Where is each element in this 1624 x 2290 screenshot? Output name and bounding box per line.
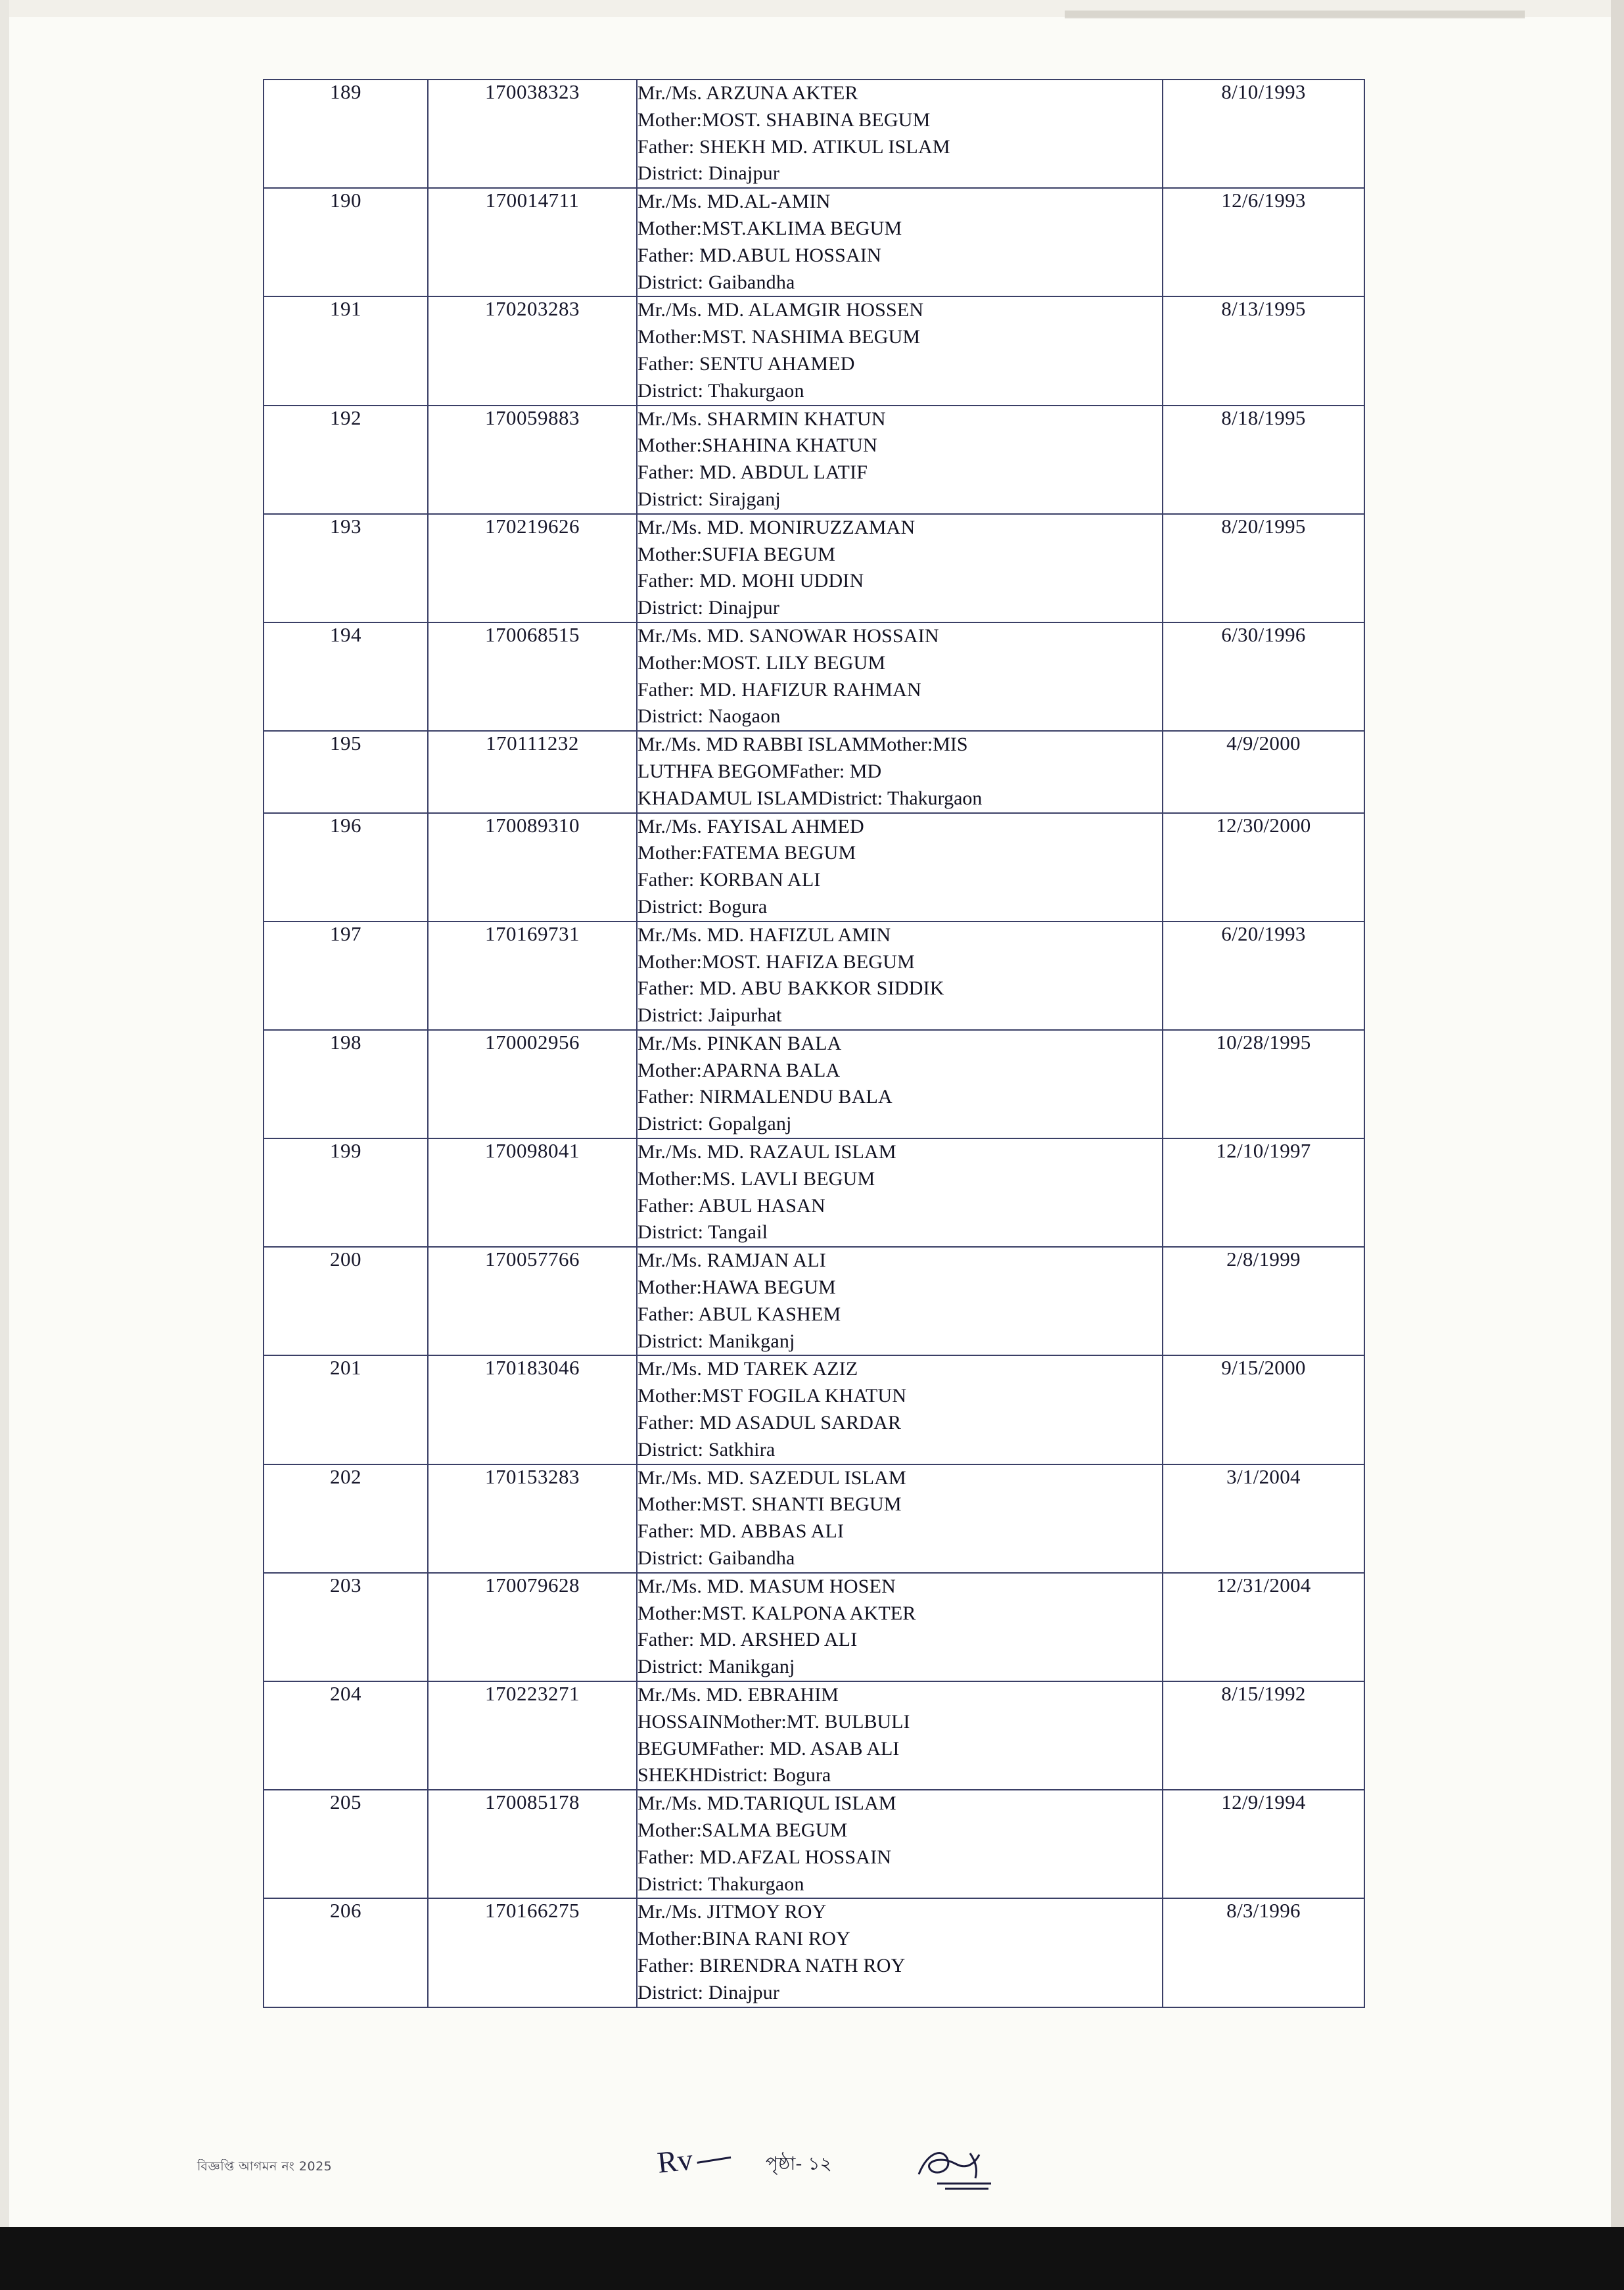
cell-serial: 191	[264, 296, 428, 405]
cell-date-of-birth: 6/30/1996	[1163, 622, 1364, 731]
cell-date-of-birth: 8/18/1995	[1163, 406, 1364, 514]
footer-initial-mark	[656, 2138, 733, 2180]
cell-roll-number: 170219626	[428, 514, 637, 622]
cell-roll-number: 170068515	[428, 622, 637, 731]
info-line-district: SHEKHDistrict: Bogura	[638, 1764, 831, 1787]
info-line-district: District: Dinajpur	[638, 162, 780, 185]
info-line-name: Mr./Ms. MD. HAFIZUL AMIN	[638, 923, 891, 946]
info-line-father: Father: ABUL HASAN	[638, 1194, 825, 1217]
cell-serial: 189	[264, 80, 428, 188]
cell-serial: 199	[264, 1138, 428, 1247]
info-line-name: Mr./Ms. MD TAREK AZIZ	[638, 1358, 858, 1380]
cell-roll-number: 170223271	[428, 1681, 637, 1790]
cell-roll-number: 170085178	[428, 1790, 637, 1898]
cell-candidate-info	[637, 1247, 1163, 1355]
cell-serial: 192	[264, 406, 428, 514]
info-line-district: District: Satkhira	[638, 1438, 776, 1460]
cell-candidate-info	[637, 731, 1163, 812]
info-line-mother: HOSSAINMother:MT. BULBULI	[638, 1710, 910, 1733]
footer-initial-dash	[697, 2157, 731, 2164]
cell-roll-number: 170079628	[428, 1573, 637, 1681]
info-line-mother: LUTHFA BEGOMFather: MD	[638, 760, 882, 782]
info-line-father: Father: MD. ABDUL LATIF	[638, 461, 868, 484]
cell-candidate-info	[637, 1030, 1163, 1138]
info-line-father: Father: MD. ABU BAKKOR SIDDIK	[638, 977, 944, 1000]
cell-candidate-info	[637, 813, 1163, 922]
info-line-mother: Mother:MST.AKLIMA BEGUM	[638, 217, 902, 239]
cell-roll-number: 170002956	[428, 1030, 637, 1138]
info-line-name: Mr./Ms. PINKAN BALA	[638, 1032, 842, 1054]
cell-date-of-birth: 12/10/1997	[1163, 1138, 1364, 1247]
cell-candidate-info	[637, 922, 1163, 1030]
info-line-name: Mr./Ms. MD. ALAMGIR HOSSEN	[638, 299, 924, 321]
info-line-name: Mr./Ms. MD. MASUM HOSEN	[638, 1575, 896, 1597]
table-row	[264, 731, 1364, 812]
table-row	[264, 1681, 1364, 1790]
info-line-father: Father: SENTU AHAMED	[638, 352, 855, 375]
cell-serial: 203	[264, 1573, 428, 1681]
cell-roll-number: 170089310	[428, 813, 637, 922]
cell-roll-number: 170111232	[428, 731, 637, 812]
cell-roll-number: 170183046	[428, 1355, 637, 1464]
info-line-father: Father: MD. ABBAS ALI	[638, 1520, 845, 1543]
info-line-name: Mr./Ms. FAYISAL AHMED	[638, 815, 864, 837]
cell-roll-number: 170014711	[428, 188, 637, 296]
info-line-name: Mr./Ms. MD. SAZEDUL ISLAM	[638, 1466, 906, 1489]
info-line-name: Mr./Ms. ARZUNA AKTER	[638, 82, 858, 104]
cell-roll-number: 170057766	[428, 1247, 637, 1355]
info-line-mother: Mother:MST. SHANTI BEGUM	[638, 1493, 902, 1516]
cell-serial: 204	[264, 1681, 428, 1790]
info-line-father: Father: MD ASADUL SARDAR	[638, 1412, 902, 1434]
info-line-mother: Mother:HAWA BEGUM	[638, 1276, 836, 1299]
table-row	[264, 1790, 1364, 1898]
cell-date-of-birth: 4/9/2000	[1163, 731, 1364, 812]
info-line-father: Father: MD. MOHI UDDIN	[638, 570, 864, 592]
info-line-district: District: Tangail	[638, 1221, 768, 1244]
info-line-district: District: Manikganj	[638, 1656, 795, 1678]
cell-date-of-birth: 2/8/1999	[1163, 1247, 1364, 1355]
info-line-mother: Mother:FATEMA BEGUM	[638, 842, 856, 864]
table-row	[264, 1138, 1364, 1247]
info-line-mother: Mother:APARNA BALA	[638, 1059, 841, 1081]
cell-roll-number: 170166275	[428, 1898, 637, 2007]
info-line-district: District: Thakurgaon	[638, 1873, 804, 1895]
table-row	[264, 80, 1364, 188]
info-line-district: District: Gopalganj	[638, 1113, 792, 1135]
info-line-name: Mr./Ms. JITMOY ROY	[638, 1901, 827, 1923]
cell-date-of-birth: 10/28/1995	[1163, 1030, 1364, 1138]
cell-serial: 202	[264, 1464, 428, 1573]
info-line-father: Father: BIRENDRA NATH ROY	[638, 1954, 906, 1976]
info-line-name: Mr./Ms. MD. RAZAUL ISLAM	[638, 1141, 896, 1163]
cell-candidate-info	[637, 1790, 1163, 1898]
cell-date-of-birth: 12/6/1993	[1163, 188, 1364, 296]
cell-serial: 195	[264, 731, 428, 812]
table-row	[264, 813, 1364, 922]
cell-candidate-info	[637, 188, 1163, 296]
cell-serial: 206	[264, 1898, 428, 2007]
candidate-table	[263, 79, 1365, 2008]
info-line-mother: Mother:SALMA BEGUM	[638, 1819, 848, 1841]
info-line-father: Father: MD.AFZAL HOSSAIN	[638, 1846, 892, 1868]
cell-candidate-info	[637, 622, 1163, 731]
info-line-district: District: Manikganj	[638, 1330, 795, 1352]
info-line-father: Father: SHEKH MD. ATIKUL ISLAM	[638, 135, 950, 158]
table-row	[264, 514, 1364, 622]
cell-date-of-birth: 8/3/1996	[1163, 1898, 1364, 2007]
info-line-district: District: Sirajganj	[638, 488, 781, 510]
info-line-father: KHADAMUL ISLAMDistrict: Thakurgaon	[638, 787, 983, 809]
cell-date-of-birth: 8/20/1995	[1163, 514, 1364, 622]
table-row	[264, 1573, 1364, 1681]
footer-note: বিজ্ঞপ্তি আগমন নং 2025	[197, 2159, 333, 2174]
info-line-mother: Mother:MOST. LILY BEGUM	[638, 651, 886, 674]
info-line-name: Mr./Ms. MD RABBI ISLAMMother:MIS	[638, 734, 968, 756]
info-line-district: District: Gaibandha	[638, 271, 795, 293]
candidate-table-wrap	[263, 79, 1364, 2008]
cell-serial: 198	[264, 1030, 428, 1138]
info-line-name: Mr./Ms. MD. SANOWAR HOSSAIN	[638, 624, 939, 647]
info-line-father: Father: MD. ARSHED ALI	[638, 1629, 858, 1651]
cell-candidate-info	[637, 1573, 1163, 1681]
table-row	[264, 296, 1364, 405]
info-line-district: District: Bogura	[638, 895, 768, 918]
cell-date-of-birth: 12/30/2000	[1163, 813, 1364, 922]
info-line-mother: Mother:MS. LAVLI BEGUM	[638, 1167, 875, 1190]
info-line-father: Father: MD. HAFIZUR RAHMAN	[638, 678, 921, 701]
info-line-name: Mr./Ms. MD. MONIRUZZAMAN	[638, 516, 916, 538]
info-line-father: Father: MD.ABUL HOSSAIN	[638, 244, 881, 266]
table-row	[264, 1898, 1364, 2007]
cell-serial: 196	[264, 813, 428, 922]
candidate-table-body	[264, 80, 1364, 2007]
info-line-mother: Mother:SHAHINA KHATUN	[638, 434, 878, 457]
info-line-father: Father: ABUL KASHEM	[638, 1303, 841, 1325]
info-line-mother: Mother:MST. KALPONA AKTER	[638, 1602, 916, 1624]
cell-serial: 194	[264, 622, 428, 731]
cell-date-of-birth: 12/9/1994	[1163, 1790, 1364, 1898]
cell-serial: 197	[264, 922, 428, 1030]
cell-candidate-info	[637, 406, 1163, 514]
cell-roll-number: 170203283	[428, 296, 637, 405]
cell-roll-number: 170059883	[428, 406, 637, 514]
cell-serial: 193	[264, 514, 428, 622]
info-line-name: Mr./Ms. SHARMIN KHATUN	[638, 408, 886, 430]
info-line-district: District: Thakurgaon	[638, 379, 804, 402]
footer-page-label: পৃষ্ঠা- ১২	[766, 2153, 832, 2174]
cell-roll-number: 170038323	[428, 80, 637, 188]
table-row	[264, 406, 1364, 514]
info-line-mother: Mother:MOST. SHABINA BEGUM	[638, 108, 931, 131]
cell-date-of-birth: 6/20/1993	[1163, 922, 1364, 1030]
cell-candidate-info	[637, 1355, 1163, 1464]
info-line-mother: Mother:MOST. HAFIZA BEGUM	[638, 950, 915, 973]
cell-candidate-info	[637, 1464, 1163, 1573]
cell-candidate-info	[637, 80, 1163, 188]
cell-roll-number: 170153283	[428, 1464, 637, 1573]
info-line-mother: Mother:BINA RANI ROY	[638, 1928, 850, 1950]
info-line-father: BEGUMFather: MD. ASAB ALI	[638, 1737, 900, 1760]
cell-roll-number: 170098041	[428, 1138, 637, 1247]
table-row	[264, 922, 1364, 1030]
signature-mark	[907, 2138, 1025, 2197]
info-line-mother: Mother:SUFIA BEGUM	[638, 543, 836, 565]
info-line-father: Father: KORBAN ALI	[638, 869, 821, 891]
info-line-district: District: Dinajpur	[638, 597, 780, 619]
info-line-name: Mr./Ms. RAMJAN ALI	[638, 1250, 826, 1272]
table-row	[264, 188, 1364, 296]
page-footer	[0, 2142, 1624, 2230]
cell-candidate-info	[637, 1138, 1163, 1247]
info-line-name: Mr./Ms. MD. EBRAHIM	[638, 1684, 839, 1706]
cell-date-of-birth: 9/15/2000	[1163, 1355, 1364, 1464]
table-row	[264, 622, 1364, 731]
info-line-district: District: Gaibandha	[638, 1547, 795, 1570]
cell-serial: 201	[264, 1355, 428, 1464]
cell-date-of-birth: 8/13/1995	[1163, 296, 1364, 405]
info-line-name: Mr./Ms. MD.TARIQUL ISLAM	[638, 1792, 896, 1815]
info-line-mother: Mother:MST. NASHIMA BEGUM	[638, 326, 921, 348]
info-line-district: District: Jaipurhat	[638, 1004, 782, 1027]
table-row	[264, 1030, 1364, 1138]
cell-candidate-info	[637, 1898, 1163, 2007]
table-row	[264, 1355, 1364, 1464]
footer-initial-text: Rv	[655, 2142, 695, 2180]
table-row	[264, 1247, 1364, 1355]
cell-candidate-info	[637, 1681, 1163, 1790]
info-line-father: Father: NIRMALENDU BALA	[638, 1086, 893, 1108]
cell-roll-number: 170169731	[428, 922, 637, 1030]
cell-serial: 200	[264, 1247, 428, 1355]
info-line-mother: Mother:MST FOGILA KHATUN	[638, 1385, 907, 1407]
cell-date-of-birth: 8/15/1992	[1163, 1681, 1364, 1790]
cell-date-of-birth: 12/31/2004	[1163, 1573, 1364, 1681]
cell-date-of-birth: 3/1/2004	[1163, 1464, 1364, 1573]
cell-date-of-birth: 8/10/1993	[1163, 80, 1364, 188]
cell-candidate-info	[637, 514, 1163, 622]
info-line-name: Mr./Ms. MD.AL-AMIN	[638, 191, 831, 213]
info-line-district: District: Naogaon	[638, 705, 781, 728]
table-row	[264, 1464, 1364, 1573]
cell-candidate-info	[637, 296, 1163, 405]
info-line-district: District: Dinajpur	[638, 1981, 780, 2003]
cell-serial: 205	[264, 1790, 428, 1898]
cell-serial: 190	[264, 188, 428, 296]
